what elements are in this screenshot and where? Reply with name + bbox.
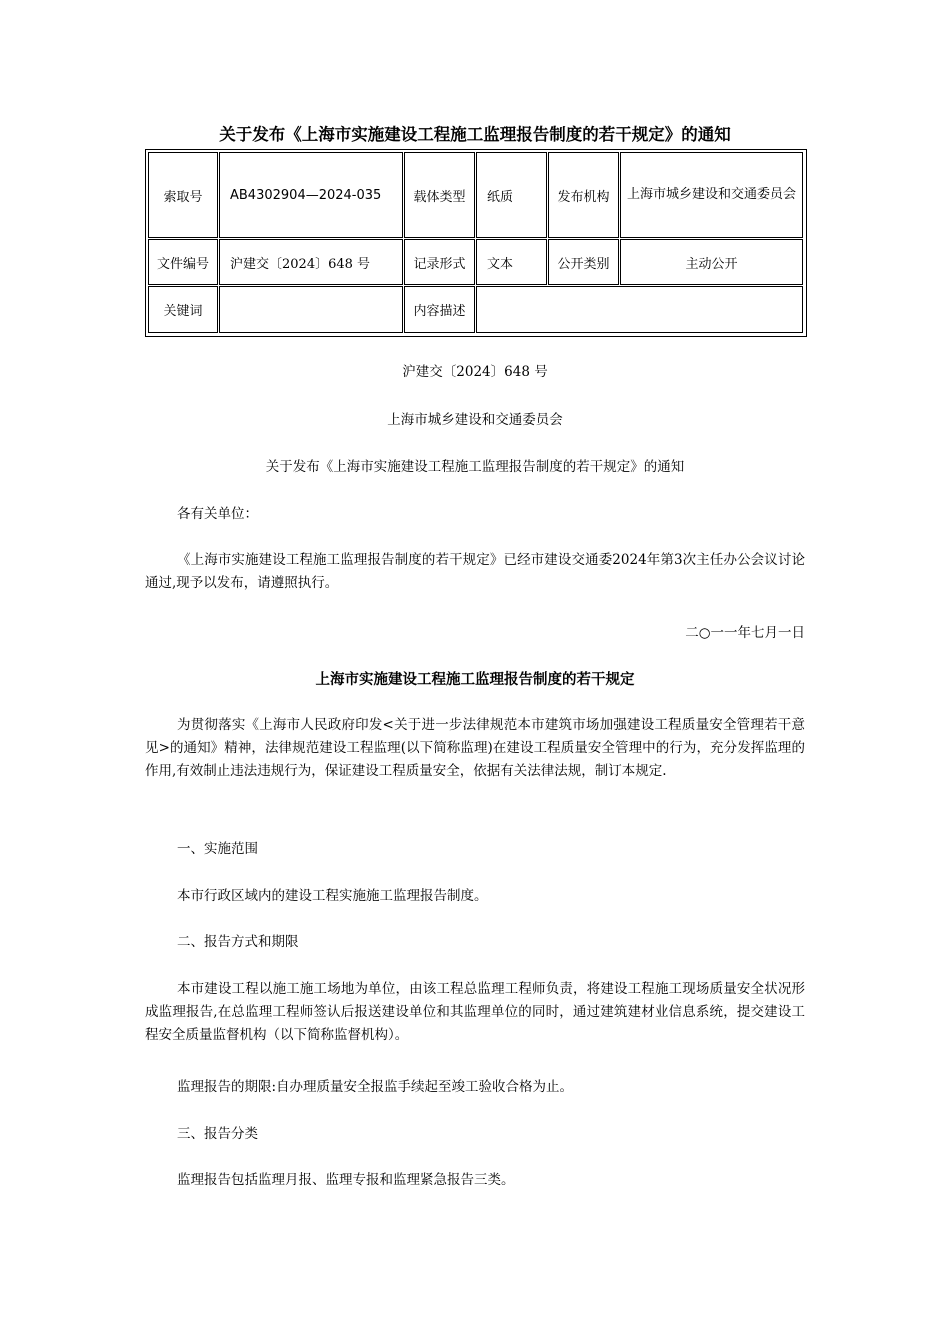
open-category-value: 主动公开	[620, 239, 803, 285]
notice-salutation: 各有关单位：	[177, 506, 258, 522]
docno-label: 文件编号	[148, 239, 218, 285]
section3-title: 三、报告分类	[177, 1126, 258, 1142]
metadata-table	[145, 149, 807, 337]
index-label: 索取号	[148, 152, 218, 238]
section1-title: 一、实施范围	[177, 841, 258, 857]
notice-subject: 关于发布《上海市实施建设工程施工监理报告制度的若干规定》的通知	[265, 459, 685, 475]
section3-text: 监理报告包括监理月报、监理专报和监理紧急报告三类。	[177, 1172, 515, 1188]
docno-value: 沪建交〔2024〕648 号	[219, 239, 403, 285]
description-label: 内容描述	[404, 286, 475, 333]
publisher-label: 发布机构	[548, 152, 619, 238]
description-value	[476, 286, 803, 333]
notice-date: 二○一一年七月一日	[685, 625, 805, 641]
index-value: AB4302904—2024-035	[219, 152, 403, 238]
section1-text: 本市行政区域内的建设工程实施施工监理报告制度。	[177, 888, 488, 904]
notice-issuer: 上海市城乡建设和交通委员会	[387, 412, 563, 428]
regulation-intro: 为贯彻落实《上海市人民政府印发<关于进一步法律规范本市建筑市场加强建设工程质量安全管理若干意见>的通知》精神，法律规范建设工程监理(以下简称监理)在建设工程质量安全管理中的行为，充分发挥监理的作用,有效制止违法违规行为，保证建设工程质量安全，依据有关法律法规，制订本规定.	[145, 717, 805, 779]
regulation-title: 上海市实施建设工程施工监理报告制度的若干规定	[315, 672, 635, 688]
keyword-label: 关键词	[148, 286, 218, 333]
keyword-value	[219, 286, 403, 333]
section2-text2: 监理报告的期限:自办理质量安全报监手续起至竣工验收合格为止。	[177, 1079, 574, 1095]
carrier-label: 载体类型	[404, 152, 475, 238]
carrier-value: 纸质	[476, 152, 547, 238]
record-value: 文本	[476, 239, 547, 285]
notice-body: 《上海市实施建设工程施工监理报告制度的若干规定》已经市建设交通委2024年第3次主任办公会议讨论通过,现予以发布，请遵照执行。	[145, 552, 805, 591]
publisher-value: 上海市城乡建设和交通委员会	[620, 152, 803, 238]
section2-title: 二、报告方式和期限	[177, 934, 299, 950]
open-category-label: 公开类别	[548, 239, 619, 285]
record-label: 记录形式	[404, 239, 475, 285]
notice-doc-number: 沪建交〔2024〕648 号	[402, 364, 548, 380]
document-title: 关于发布《上海市实施建设工程施工监理报告制度的若干规定》的通知	[219, 125, 731, 144]
section2-text1: 本市建设工程以施工施工场地为单位，由该工程总监理工程师负责，将建设工程施工现场质量安全状况形成监理报告,在总监理工程师签认后报送建设单位和其监理单位的同时，通过建筑建材业信息系统，提交建设工程安全质量监督机构（以下简称监督机构）。	[145, 981, 805, 1043]
